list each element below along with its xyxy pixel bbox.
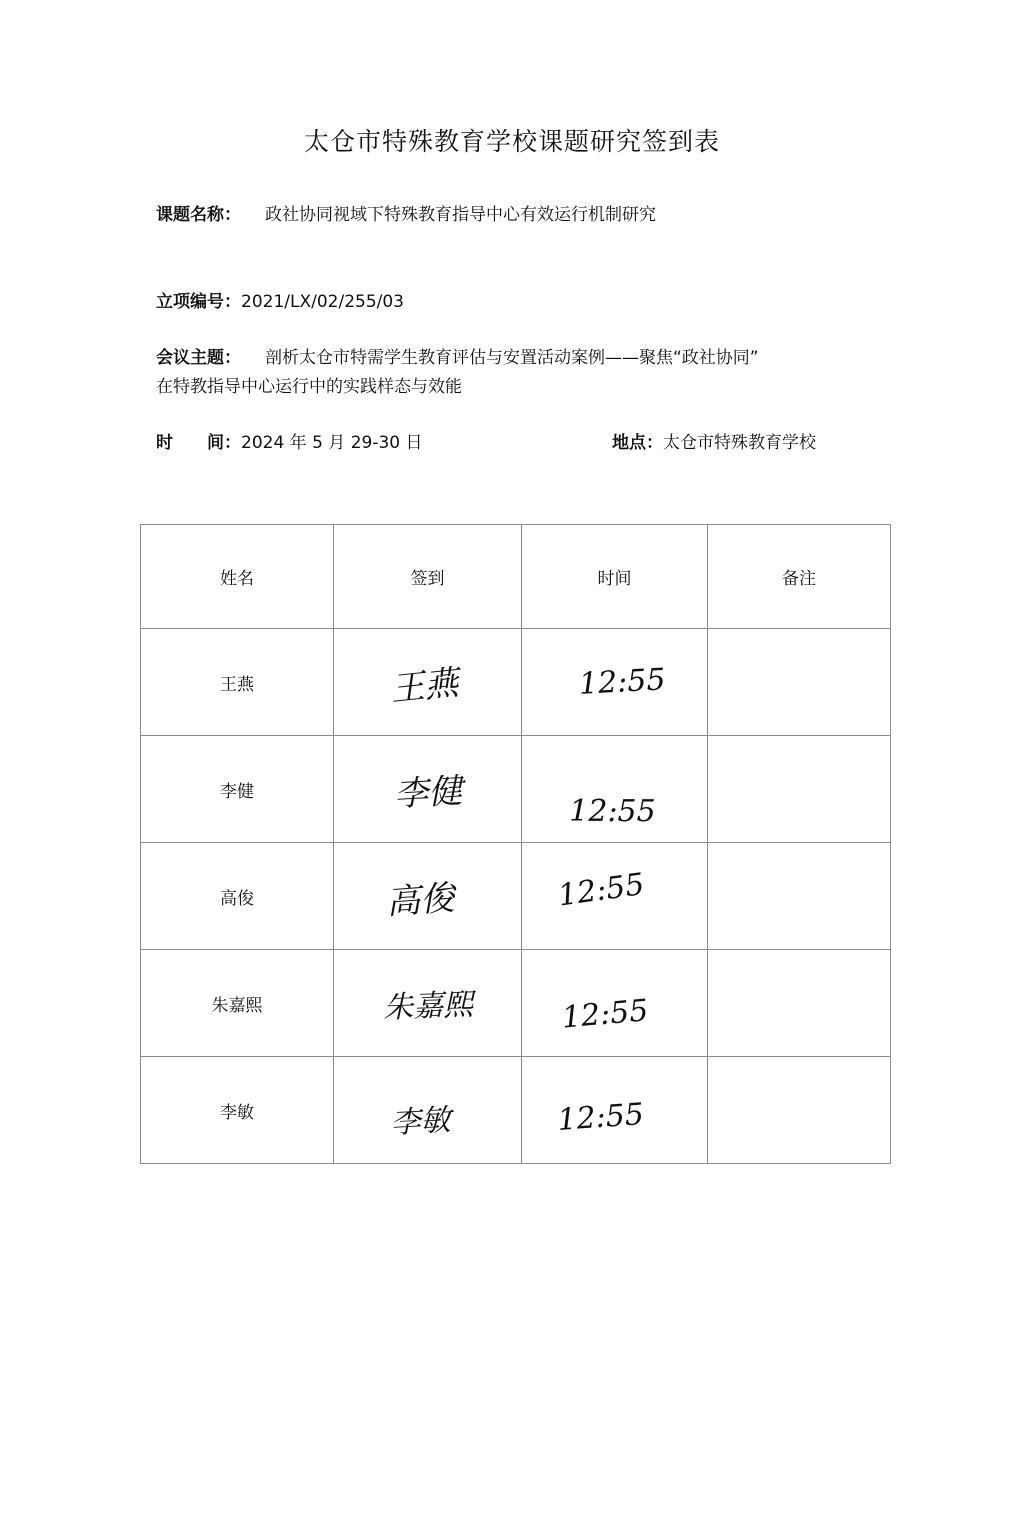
name-cell: 王燕 xyxy=(141,629,334,736)
project-label: 立项编号： xyxy=(156,292,241,312)
time-cell xyxy=(522,950,708,1057)
name-cell: 李健 xyxy=(141,736,334,843)
time-cell xyxy=(522,1057,708,1164)
handwritten-time: 12:55 xyxy=(560,992,651,1036)
header-signature: 签到 xyxy=(334,525,522,629)
handwritten-signature: 李敏 xyxy=(389,1102,451,1141)
handwritten-time: 12:55 xyxy=(569,793,656,829)
handwritten-time: 12:55 xyxy=(556,1096,646,1138)
note-cell xyxy=(708,843,891,950)
time-label: 时 间： xyxy=(156,433,241,453)
handwritten-signature: 高俊 xyxy=(384,877,456,923)
name-cell: 高俊 xyxy=(141,843,334,950)
note-cell xyxy=(708,736,891,843)
table-header-row xyxy=(141,525,891,629)
signature-cell xyxy=(334,736,522,843)
note-cell xyxy=(708,1057,891,1164)
meeting-value-1: 剖析太仓市特需学生教育评估与安置活动案例——聚焦“政社协同” xyxy=(265,348,759,368)
handwritten-time: 12:55 xyxy=(556,866,647,914)
place-line xyxy=(612,428,816,453)
header-time: 时间 xyxy=(522,525,708,629)
topic-label: 课题名称： xyxy=(156,205,241,225)
header-name: 姓名 xyxy=(141,525,334,629)
meeting-label: 会议主题： xyxy=(156,348,241,368)
sign-in-table xyxy=(140,524,891,1164)
table-row xyxy=(141,1057,891,1164)
meeting-line-1 xyxy=(156,343,759,368)
handwritten-signature: 朱嘉熙 xyxy=(382,987,474,1026)
place-value: 太仓市特殊教育学校 xyxy=(663,433,816,453)
time-cell xyxy=(522,736,708,843)
signature-cell xyxy=(334,950,522,1057)
meeting-value-2: 在特教指导中心运行中的实践样态与效能 xyxy=(156,377,462,397)
note-cell xyxy=(708,629,891,736)
handwritten-time: 12:55 xyxy=(578,661,667,702)
name-cell: 李敏 xyxy=(141,1057,334,1164)
page-title: 太仓市特殊教育学校课题研究签到表 xyxy=(303,127,720,156)
handwritten-signature: 李健 xyxy=(392,770,463,815)
meeting-line-2 xyxy=(156,372,462,397)
header-note: 备注 xyxy=(708,525,891,629)
project-value: 2021/LX/02/255/03 xyxy=(241,292,405,312)
note-cell xyxy=(708,950,891,1057)
time-value: 2024 年 5 月 29-30 日 xyxy=(241,433,423,453)
time-cell xyxy=(522,629,708,736)
signature-cell xyxy=(334,843,522,950)
time-cell xyxy=(522,843,708,950)
project-line xyxy=(156,287,404,312)
signature-cell xyxy=(334,629,522,736)
time-line xyxy=(156,428,423,453)
table-row xyxy=(141,629,891,736)
topic-line xyxy=(156,200,656,225)
name-cell: 朱嘉熙 xyxy=(141,950,334,1057)
table-row xyxy=(141,736,891,843)
handwritten-signature: 王燕 xyxy=(387,662,460,710)
place-label: 地点： xyxy=(612,433,663,453)
signature-cell xyxy=(334,1057,522,1164)
table-row xyxy=(141,843,891,950)
topic-value: 政社协同视域下特殊教育指导中心有效运行机制研究 xyxy=(265,205,656,225)
table-row xyxy=(141,950,891,1057)
